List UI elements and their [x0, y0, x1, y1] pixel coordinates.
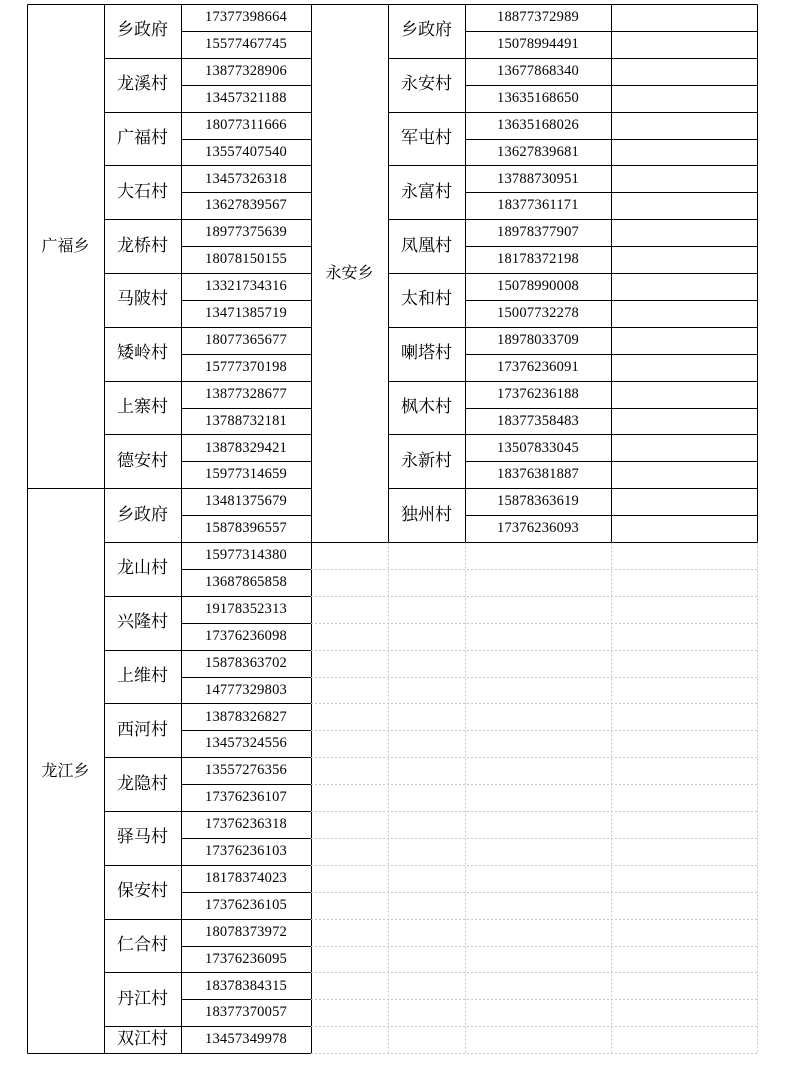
phone-number: 18978033709 [497, 331, 579, 348]
village-name: 仁合村 [117, 934, 168, 955]
phone-number: 18178374023 [205, 869, 287, 886]
phone-number: 18078150155 [205, 251, 287, 268]
phone-number: 13557407540 [205, 143, 287, 160]
village-name: 乡政府 [117, 20, 168, 41]
phone-number: 18078373972 [205, 923, 287, 940]
phone-number: 17376236095 [205, 950, 287, 967]
village-name: 永安村 [401, 74, 452, 95]
phone-number: 15078994491 [497, 36, 579, 53]
phone-number: 15878396557 [205, 520, 287, 537]
village-name: 驿马村 [117, 827, 168, 848]
town-name: 永安乡 [325, 263, 374, 282]
phone-number: 13878329421 [205, 439, 287, 456]
phone-number: 15878363619 [497, 493, 579, 510]
phone-number: 17376236107 [205, 789, 287, 806]
phone-number: 13788730951 [497, 170, 579, 187]
phone-number: 13557276356 [205, 762, 287, 779]
village-name: 龙桥村 [117, 235, 168, 256]
phone-number: 13627839567 [205, 197, 287, 214]
village-name: 永富村 [401, 181, 452, 202]
phone-number: 13457324556 [205, 735, 287, 752]
phone-number: 13627839681 [497, 143, 579, 160]
village-name: 枫木村 [401, 396, 452, 417]
village-name: 上寨村 [117, 396, 168, 417]
phone-number: 13507833045 [497, 439, 579, 456]
phone-number: 13635168650 [497, 89, 579, 106]
village-name: 龙隐村 [117, 773, 168, 794]
village-name: 上维村 [117, 665, 168, 686]
village-name: 矮岭村 [117, 343, 168, 364]
village-name: 丹江村 [117, 988, 168, 1009]
phone-number: 17376236103 [205, 843, 287, 860]
phone-number: 17376236093 [497, 520, 579, 537]
phone-number: 15007732278 [497, 305, 579, 322]
phone-number: 13677868340 [497, 62, 579, 79]
phone-number: 15577467745 [205, 36, 287, 53]
phone-number: 18877372989 [497, 9, 579, 26]
phone-number: 17376236098 [205, 627, 287, 644]
phone-number: 13687865858 [205, 574, 287, 591]
village-name: 喇塔村 [401, 343, 452, 364]
phone-number: 17376236091 [497, 358, 579, 375]
phone-number: 18978377907 [497, 224, 579, 241]
phone-number: 13878326827 [205, 708, 287, 725]
phone-number: 13788732181 [205, 412, 287, 429]
phone-number: 13457326318 [205, 170, 287, 187]
village-name: 独州村 [401, 504, 452, 525]
phone-number: 13457349978 [205, 1031, 287, 1048]
phone-number: 17376236105 [205, 896, 287, 913]
village-name: 大石村 [117, 181, 168, 202]
phone-number: 18077311666 [205, 116, 287, 133]
phone-number: 13635168026 [497, 116, 579, 133]
village-name: 保安村 [117, 881, 168, 902]
phone-number: 17376236318 [205, 816, 287, 833]
village-name: 龙山村 [117, 558, 168, 579]
village-name: 乡政府 [401, 20, 452, 41]
village-name: 兴隆村 [117, 612, 168, 633]
phone-number: 15777370198 [205, 358, 287, 375]
village-name: 广福村 [117, 127, 168, 148]
phone-number: 15977314380 [205, 547, 287, 564]
phone-number: 13481375679 [205, 493, 287, 510]
phone-number: 18377358483 [497, 412, 579, 429]
phone-number: 18178372198 [497, 251, 579, 268]
town-name: 广福乡 [41, 236, 90, 256]
phone-number: 17377398664 [205, 9, 287, 26]
phone-number: 13471385719 [205, 305, 287, 322]
phone-number: 13877328677 [205, 385, 287, 402]
phone-number: 13457321188 [205, 89, 287, 106]
phone-number: 15078990008 [497, 278, 579, 295]
phone-number: 13877328906 [205, 62, 287, 79]
town-name: 龙江乡 [41, 760, 90, 780]
village-name: 军屯村 [401, 127, 452, 148]
village-name: 双江村 [117, 1029, 168, 1050]
phone-number: 14777329803 [205, 681, 287, 698]
phone-number: 18077365677 [205, 331, 287, 348]
phone-number: 15878363702 [205, 654, 287, 671]
village-name: 马陂村 [117, 289, 168, 310]
village-name: 乡政府 [117, 504, 168, 525]
phone-number: 18378384315 [205, 977, 287, 994]
phone-number: 13321734316 [205, 278, 287, 295]
village-name: 德安村 [117, 450, 168, 471]
phone-number: 18377370057 [205, 1004, 287, 1021]
phone-number: 18376381887 [497, 466, 579, 483]
village-name: 凤凰村 [401, 235, 452, 256]
phone-number: 17376236188 [497, 385, 579, 402]
phone-number: 19178352313 [205, 600, 287, 617]
phone-number: 15977314659 [205, 466, 287, 483]
village-name: 永新村 [401, 450, 452, 471]
phone-number: 18377361171 [497, 197, 579, 214]
village-name: 龙溪村 [117, 74, 168, 95]
village-name: 太和村 [401, 289, 452, 310]
phone-number: 18977375639 [205, 224, 287, 241]
village-name: 西河村 [117, 719, 168, 740]
